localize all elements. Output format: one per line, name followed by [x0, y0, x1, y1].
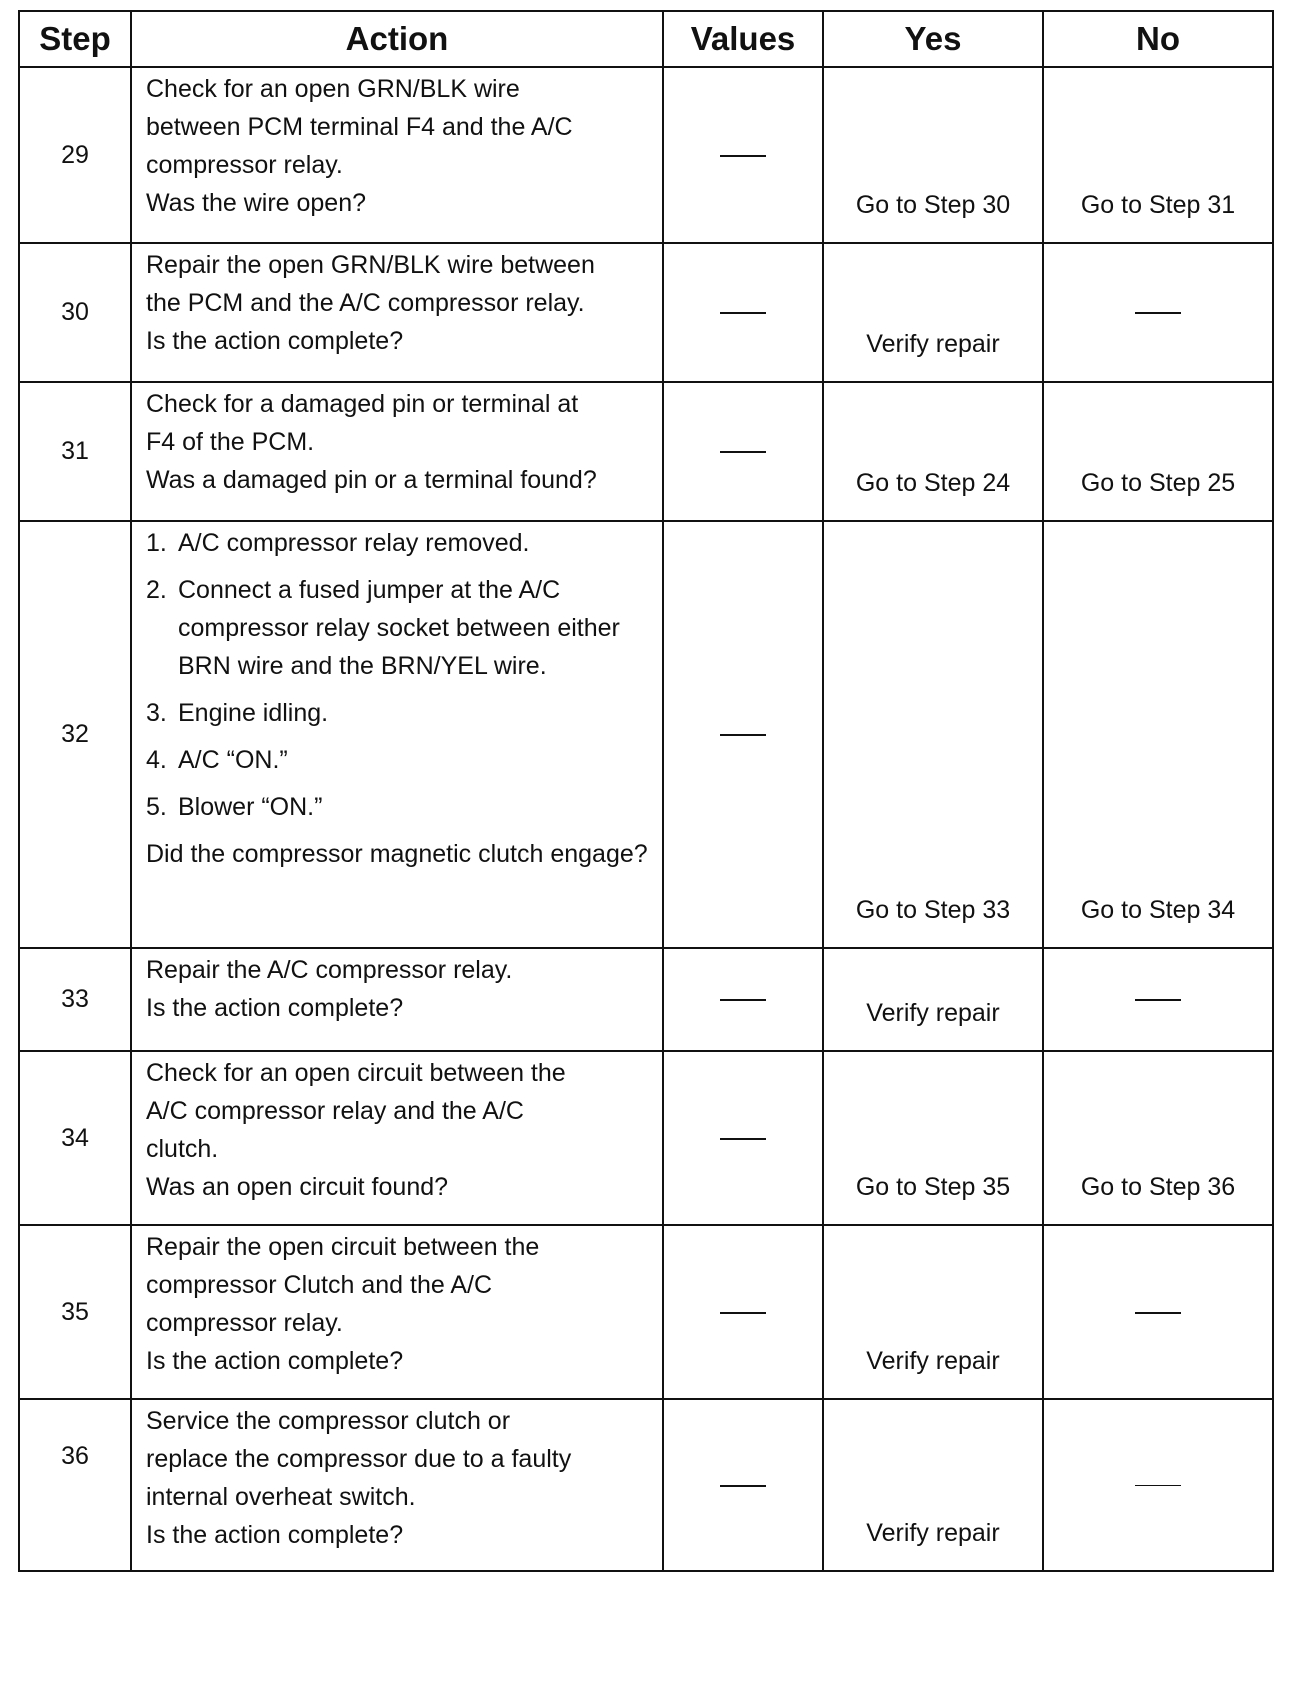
em-dash: [720, 734, 766, 736]
values-cell: [663, 243, 823, 382]
table-body: [19, 67, 1273, 1571]
action-question: Did the compressor magnetic clutch engage?: [146, 840, 648, 868]
yes-result: Verify repair: [823, 1225, 1043, 1399]
action-line: A/C compressor relay and the A/C: [146, 1097, 524, 1125]
em-dash: [720, 155, 766, 157]
list-item: 5. Blower “ON.”: [146, 793, 323, 821]
header-step: Step: [19, 11, 131, 67]
header-yes: Yes: [823, 11, 1043, 67]
table-row: [19, 521, 1273, 948]
step-number: 29: [19, 67, 131, 243]
action-line: Repair the open circuit between the: [146, 1233, 540, 1261]
em-dash: [1135, 1312, 1181, 1314]
action-cell: [131, 948, 663, 1051]
header-action: Action: [131, 11, 663, 67]
action-line: compressor relay.: [146, 1309, 343, 1337]
em-dash: [720, 1312, 766, 1314]
yes-result: Verify repair: [823, 1399, 1043, 1571]
action-line: F4 of the PCM.: [146, 428, 315, 456]
action-line: Service the compressor clutch or: [146, 1407, 511, 1435]
table-row: [19, 67, 1273, 243]
yes-result: Go to Step 33: [823, 521, 1043, 948]
action-cell: [131, 521, 663, 948]
no-result: [1043, 243, 1273, 382]
no-result: Go to Step 31: [1043, 67, 1273, 243]
table-row: [19, 382, 1273, 521]
action-cell: [131, 1051, 663, 1225]
header-values: Values: [663, 11, 823, 67]
table-row: [19, 1051, 1273, 1225]
action-line: Check for a damaged pin or terminal at: [146, 390, 579, 418]
step-number: 35: [19, 1225, 131, 1399]
no-result: [1043, 1399, 1273, 1571]
no-result: [1043, 1225, 1273, 1399]
values-cell: [663, 67, 823, 243]
yes-result: Go to Step 35: [823, 1051, 1043, 1225]
procedure-list: [146, 524, 650, 826]
header-no: No: [1043, 11, 1273, 67]
diagnostic-table: [18, 10, 1274, 1572]
action-question: Is the action complete?: [146, 1347, 404, 1375]
no-result: [1043, 948, 1273, 1051]
action-cell: [131, 1225, 663, 1399]
action-line: compressor relay.: [146, 151, 343, 179]
list-item: 2. Connect a fused jumper at the A/C compressor relay socket between either BRN wire and the BRN/YEL wire.: [146, 576, 620, 680]
em-dash: [1135, 1485, 1181, 1486]
list-item: 1. A/C compressor relay removed.: [146, 529, 530, 557]
values-cell: [663, 382, 823, 521]
yes-result: Go to Step 24: [823, 382, 1043, 521]
values-cell: [663, 948, 823, 1051]
em-dash: [720, 451, 766, 453]
action-cell: [131, 67, 663, 243]
action-question: Was the wire open?: [146, 189, 367, 217]
em-dash: [1135, 999, 1181, 1001]
action-question: Is the action complete?: [146, 994, 404, 1022]
values-cell: [663, 521, 823, 948]
action-line: internal overheat switch.: [146, 1483, 416, 1511]
table-row: [19, 243, 1273, 382]
action-line: the PCM and the A/C compressor relay.: [146, 289, 585, 317]
action-line: clutch.: [146, 1135, 219, 1163]
values-cell: [663, 1399, 823, 1571]
em-dash: [1135, 312, 1181, 314]
table-row: [19, 948, 1273, 1051]
action-line: Check for an open GRN/BLK wire: [146, 75, 520, 103]
yes-result: Verify repair: [823, 948, 1043, 1051]
em-dash: [720, 312, 766, 314]
header-row: [19, 11, 1273, 67]
em-dash: [720, 999, 766, 1001]
list-item: 4. A/C “ON.”: [146, 746, 288, 774]
step-number: 33: [19, 948, 131, 1051]
action-line: Check for an open circuit between the: [146, 1059, 566, 1087]
no-result: Go to Step 34: [1043, 521, 1273, 948]
list-item: 3. Engine idling.: [146, 699, 329, 727]
step-number: 30: [19, 243, 131, 382]
action-line: replace the compressor due to a faulty: [146, 1445, 572, 1473]
action-cell: [131, 243, 663, 382]
action-cell: [131, 1399, 663, 1571]
action-line: Repair the A/C compressor relay.: [146, 956, 513, 984]
values-cell: [663, 1051, 823, 1225]
em-dash: [720, 1485, 766, 1487]
step-number: 36: [19, 1399, 131, 1571]
action-question: Is the action complete?: [146, 327, 404, 355]
action-line: between PCM terminal F4 and the A/C: [146, 113, 573, 141]
action-line: compressor Clutch and the A/C: [146, 1271, 492, 1299]
action-question: Is the action complete?: [146, 1521, 404, 1549]
action-question: Was a damaged pin or a terminal found?: [146, 466, 597, 494]
em-dash: [720, 1138, 766, 1140]
yes-result: Go to Step 30: [823, 67, 1043, 243]
no-result: Go to Step 25: [1043, 382, 1273, 521]
step-number: 31: [19, 382, 131, 521]
action-line: Repair the open GRN/BLK wire between: [146, 251, 595, 279]
action-cell: [131, 382, 663, 521]
no-result: Go to Step 36: [1043, 1051, 1273, 1225]
yes-result: Verify repair: [823, 243, 1043, 382]
step-number: 34: [19, 1051, 131, 1225]
values-cell: [663, 1225, 823, 1399]
table-row: [19, 1399, 1273, 1571]
step-number: 32: [19, 521, 131, 948]
table-header: [19, 11, 1273, 67]
action-question: Was an open circuit found?: [146, 1173, 449, 1201]
table-row: [19, 1225, 1273, 1399]
